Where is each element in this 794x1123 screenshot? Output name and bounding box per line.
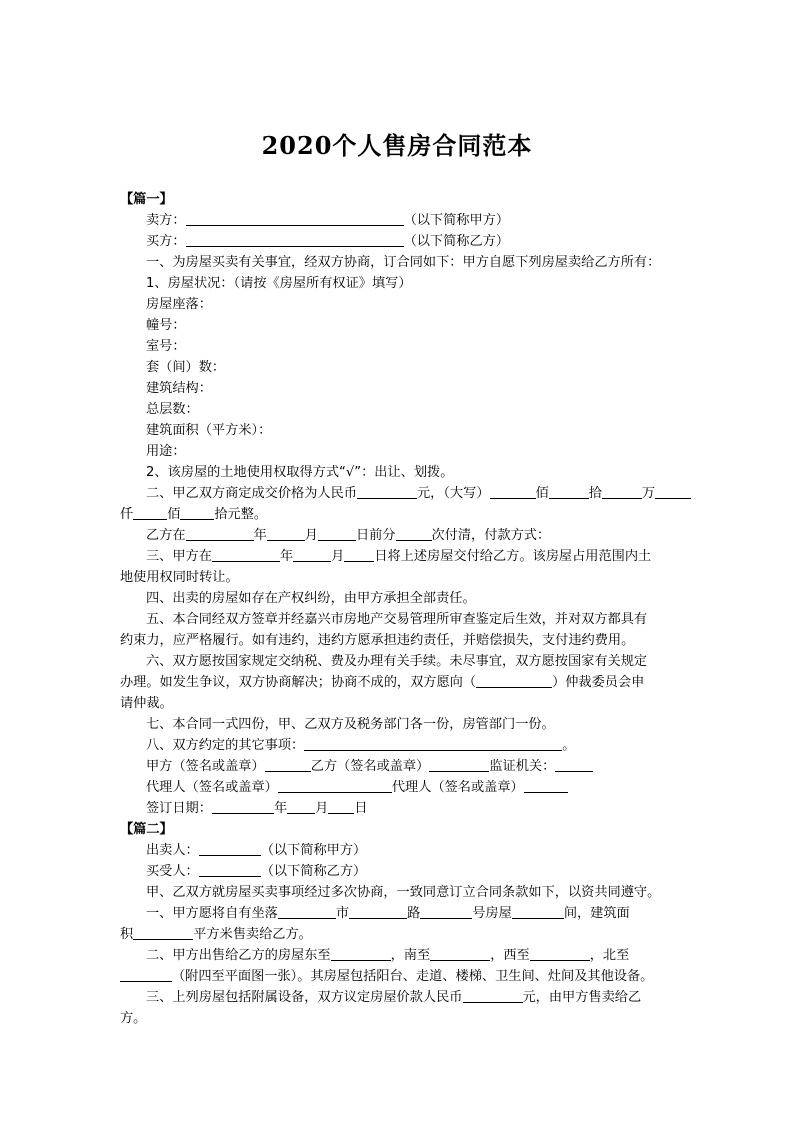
text: 三、上列房屋包括附属设备，双方议定房屋价款人民币	[146, 990, 463, 1005]
blank-field	[655, 484, 691, 499]
text: ，西至	[490, 948, 530, 963]
blank-field	[287, 799, 315, 814]
house-status-heading: 1、房屋状况：（请按《房屋所有权证》填写）	[146, 276, 412, 291]
clause-3-line-1	[146, 547, 651, 567]
blank-field	[476, 673, 552, 688]
text: 。	[562, 738, 576, 753]
clause-8	[146, 736, 575, 756]
text: （以下简称甲方）	[260, 843, 367, 858]
text: 万	[641, 486, 656, 501]
blank-field	[293, 547, 331, 562]
field-room-no: 室号：	[146, 339, 186, 354]
blank-field	[328, 799, 354, 814]
buyer-suffix: （以下简称乙方）	[403, 234, 510, 249]
text: 佰	[535, 486, 549, 501]
blank-field	[344, 547, 374, 562]
text: 拾	[588, 486, 602, 501]
text: 元，由甲方售卖给乙	[522, 990, 642, 1005]
text: 二、甲方出售给乙方的房屋东至	[146, 948, 331, 963]
text: 买受人：	[146, 864, 199, 879]
blank-field	[278, 904, 336, 919]
section-heading-2: 【篇二】	[120, 822, 173, 837]
clause-2-line-2	[120, 505, 267, 525]
blank-field	[318, 526, 356, 541]
s2-clause-1-line-1	[146, 904, 630, 924]
document-title: 2020个人售房合同范本	[261, 131, 533, 160]
text: 年	[279, 549, 294, 564]
text: 日将上述房屋交付给乙方。该房屋占用范围内土	[374, 549, 652, 564]
text: 代理人（签名或盖章）	[391, 780, 524, 795]
field-use: 用途：	[146, 444, 186, 459]
blank-field	[555, 757, 593, 772]
blank-field	[463, 988, 523, 1003]
text: 号房屋	[472, 906, 512, 921]
text: 乙方在	[146, 528, 186, 543]
blank-field	[120, 967, 172, 982]
text: 日	[354, 801, 368, 816]
seller-line	[146, 211, 509, 231]
payment-line	[146, 526, 550, 546]
field-area: 建筑面积（平方米）：	[146, 423, 272, 438]
blank-field	[186, 211, 404, 226]
text: 年	[253, 528, 267, 543]
blank-field	[430, 946, 490, 961]
blank-field	[133, 925, 193, 940]
text: 二、甲乙双方商定成交价格为人民币	[146, 486, 357, 501]
sign-date-line	[146, 799, 368, 819]
blank-field	[278, 778, 392, 793]
signature-line	[146, 757, 593, 777]
text: 办理。如发生争议，双方协商解决；协商不成的，双方愿向（	[120, 675, 477, 690]
text: （附四至平面图一张）。其房屋包括阳台、走道、楼梯、卫生间、灶间及其他设备。	[172, 969, 654, 984]
s2-seller-line	[146, 841, 366, 861]
text: 甲方（签名或盖章）	[146, 759, 265, 774]
text: 乙方（签名或盖章）	[310, 759, 430, 774]
text: 三、甲方在	[146, 549, 212, 564]
field-floors: 总层数：	[146, 402, 199, 417]
text: （以下简称乙方）	[260, 864, 367, 879]
clause-4: 四、出卖的房屋如存在产权纠纷，由甲方承担全部责任。	[146, 591, 476, 606]
text: 元，（大写）	[417, 486, 490, 501]
blank-field	[180, 505, 214, 520]
buyer-line	[146, 232, 509, 252]
s2-clause-2-line-2	[120, 967, 653, 987]
s2-buyer-line	[146, 862, 366, 882]
text: 次付清，付款方式：	[431, 528, 551, 543]
blank-field	[396, 526, 432, 541]
text: 佰	[167, 507, 181, 522]
land-use-line: 2、该房屋的土地使用权取得方式“√”：出让、划拨。	[146, 465, 454, 480]
blank-field	[265, 757, 311, 772]
blank-field	[429, 757, 489, 772]
field-units: 套（间）数：	[146, 360, 226, 375]
text: 路	[407, 906, 421, 921]
blank-field	[602, 484, 642, 499]
blank-field	[199, 862, 261, 877]
text: ）仲裁委员会申	[552, 675, 645, 690]
blank-field	[186, 232, 404, 247]
clause-6-line-2	[120, 673, 644, 693]
blank-field	[357, 484, 417, 499]
clause-1: 一、为房屋买卖有关事宜，经双方协商，订合同如下：甲方自愿下列房屋卖给乙方所有：	[146, 255, 661, 270]
text: 监证机关：	[489, 759, 556, 774]
text: ，南至	[390, 948, 431, 963]
blank-field	[267, 526, 305, 541]
field-location: 房屋座落：	[146, 297, 212, 312]
blank-field	[490, 484, 536, 499]
blank-field	[349, 904, 407, 919]
text: 年	[273, 801, 288, 816]
text: 日前分	[355, 528, 396, 543]
s2-clause-3-line-2: 方。	[120, 1011, 147, 1026]
text: 一、甲方愿将自有坐落	[146, 906, 278, 921]
blank-field	[133, 505, 167, 520]
clause-5-line-2: 约束力，应严格履行。如有违约，违约方愿承担违约责任，并赔偿损失，支付违约费用。	[120, 633, 635, 648]
blank-field	[549, 484, 589, 499]
text: 八、双方约定的其它事项：	[146, 738, 305, 753]
seller-label: 卖方：	[146, 213, 186, 228]
blank-field	[524, 778, 568, 793]
clause-6-line-1: 六、双方愿按国家规定交纳税、费及办理有关手续。未尽事宜，双方愿按国家有关规定	[146, 654, 648, 669]
section-heading-1: 【篇一】	[120, 192, 173, 207]
blank-field	[512, 904, 564, 919]
text: 积	[120, 927, 134, 942]
clause-3-line-2: 地使用权同时转让。	[120, 570, 239, 585]
blank-field	[212, 799, 274, 814]
buyer-label: 买方：	[146, 234, 186, 249]
text: 仟	[120, 507, 134, 522]
text: 市	[335, 906, 350, 921]
blank-field	[186, 526, 254, 541]
field-building-no: 幢号：	[146, 318, 186, 333]
blank-field	[199, 841, 261, 856]
clause-7: 七、本合同一式四份，甲、乙双方及税务部门各一份，房管部门一份。	[146, 717, 555, 732]
blank-field	[331, 946, 391, 961]
field-structure: 建筑结构：	[146, 381, 212, 396]
text: 平方米售卖给乙方。	[193, 927, 312, 942]
text: 月	[315, 801, 329, 816]
s2-clause-1-line-2	[120, 925, 312, 945]
s2-clause-2-line-1	[146, 946, 629, 966]
blank-field	[530, 946, 590, 961]
text: 拾元整。	[214, 507, 268, 522]
s2-clause-3-line-1	[146, 988, 641, 1008]
text: 出卖人：	[146, 843, 199, 858]
clause-2-line-1	[146, 484, 691, 504]
blank-field	[212, 547, 280, 562]
clause-5-line-1: 五、本合同经双方签章并经嘉兴市房地产交易管理所审查鉴定后生效，并对双方都具有	[146, 612, 648, 627]
s2-intro: 甲、乙双方就房屋买卖事项经过多次协商，一致同意订立合同条款如下，以资共同遵守。	[146, 885, 661, 900]
text: 代理人（签名或盖章）	[146, 780, 278, 795]
text: 间，建筑面	[563, 906, 630, 921]
text: 签订日期：	[146, 801, 212, 816]
agent-line	[146, 778, 568, 798]
text: 月	[304, 528, 318, 543]
seller-suffix: （以下简称甲方）	[403, 213, 510, 228]
blank-field	[304, 736, 562, 751]
clause-6-line-3: 请仲裁。	[120, 696, 173, 711]
text: 月	[331, 549, 345, 564]
text: ，北至	[589, 948, 630, 963]
blank-field	[420, 904, 472, 919]
